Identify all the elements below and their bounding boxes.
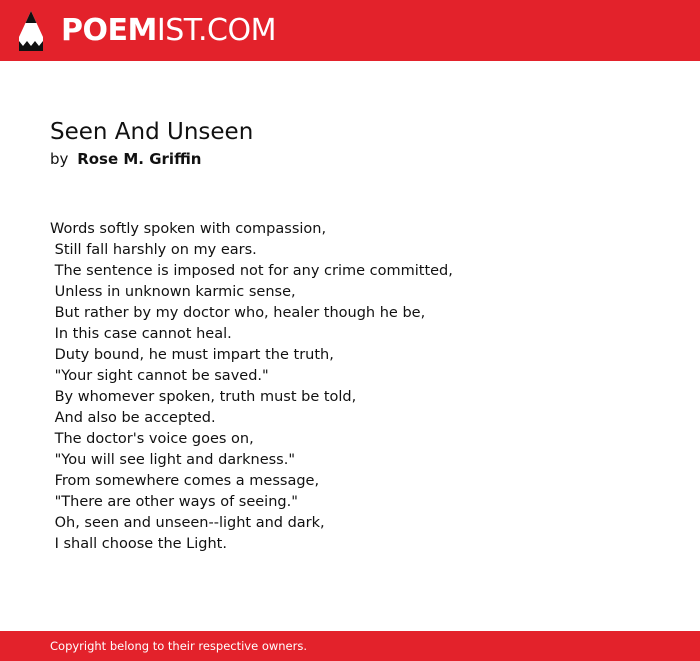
poem-line: The sentence is imposed not for any crime committed, bbox=[50, 263, 453, 279]
poem-line: Oh, seen and unseen--light and dark, bbox=[50, 515, 325, 531]
poem-line: From somewhere comes a message, bbox=[50, 473, 320, 489]
poem-line: I shall choose the Light. bbox=[50, 536, 227, 552]
poem-line: "There are other ways of seeing." bbox=[50, 494, 298, 510]
poem-byline bbox=[50, 148, 201, 170]
poem-line: Duty bound, he must impart the truth, bbox=[50, 347, 334, 363]
author-name: Rose M. Griffin bbox=[77, 150, 202, 168]
poem-line: Still fall harshly on my ears. bbox=[50, 242, 257, 258]
by-label: by bbox=[50, 150, 69, 168]
site-logo-link[interactable] bbox=[18, 10, 276, 52]
logo-wordmark bbox=[61, 10, 276, 52]
poem-body bbox=[50, 219, 670, 555]
poem-line: By whomever spoken, truth must be told, bbox=[50, 389, 357, 405]
site-footer bbox=[0, 631, 700, 661]
poem-line: But rather by my doctor who, healer though he be, bbox=[50, 305, 426, 321]
poem-line: The doctor's voice goes on, bbox=[50, 431, 254, 447]
logo-bold-text: POEM bbox=[61, 13, 157, 48]
logo-light-text: IST.COM bbox=[156, 13, 276, 48]
copyright-text: Copyright belong to their respective owners. bbox=[50, 639, 308, 653]
poem-line: In this case cannot heal. bbox=[50, 326, 232, 342]
poem-line: "Your sight cannot be saved." bbox=[50, 368, 269, 384]
poem-line: "You will see light and darkness." bbox=[50, 452, 296, 468]
site-header bbox=[0, 0, 700, 61]
poem-line: Words softly spoken with compassion, bbox=[50, 221, 327, 237]
poem-line: And also be accepted. bbox=[50, 410, 216, 426]
poem-title: Seen And Unseen bbox=[50, 119, 254, 145]
poem-line: Unless in unknown karmic sense, bbox=[50, 284, 296, 300]
pencil-tip-icon bbox=[18, 10, 44, 52]
